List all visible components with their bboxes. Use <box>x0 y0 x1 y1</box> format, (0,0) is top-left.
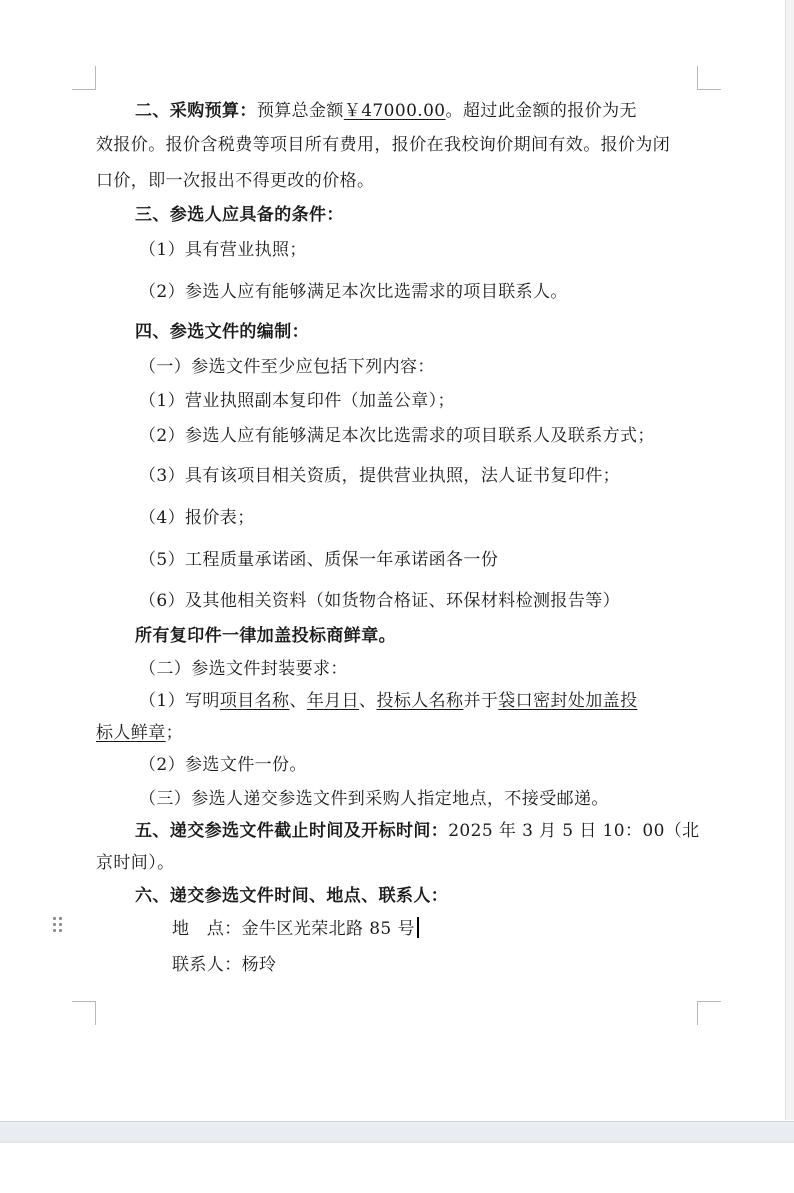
seal-requirement-line: （1）写明项目名称、年月日、投标人名称并于袋口密封处加盖投 <box>139 691 638 711</box>
section-heading: 五、递交参选文件截止时间及开标时间： <box>135 821 449 841</box>
margin-corner-mark <box>697 1001 721 1025</box>
paragraph-line: 口价，即一次报出不得更改的价格。 <box>96 171 375 191</box>
section-heading: 六、递交参选文件时间、地点、联系人： <box>135 886 449 906</box>
list-item: （2）参选人应有能够满足本次比选需求的项目联系人及联系方式； <box>139 426 655 446</box>
margin-corner-mark <box>72 1001 96 1025</box>
list-item: （2）参选文件一份。 <box>139 755 307 775</box>
address-line[interactable]: 地 点：金牛区光荣北路 85 号 <box>172 917 419 941</box>
list-item: （4）报价表； <box>139 508 255 528</box>
contact-line: 联系人：杨玲 <box>172 955 277 975</box>
stamp-note: 所有复印件一律加盖投标商鲜章。 <box>135 626 396 646</box>
vertical-scrollbar[interactable] <box>785 0 794 1120</box>
seal-requirement-continuation: 标人鲜章； <box>96 723 184 743</box>
list-item: （1）具有营业执照； <box>139 240 307 260</box>
next-page-area[interactable] <box>0 1143 794 1193</box>
budget-amount: ￥47000.00 <box>343 101 446 121</box>
subsection-heading: （一）参选文件至少应包括下列内容： <box>139 357 435 377</box>
section-heading: 二、采购预算： <box>135 101 257 121</box>
list-item: （2）参选人应有能够满足本次比选需求的项目联系人。 <box>139 282 568 302</box>
margin-corner-mark <box>72 66 96 90</box>
budget-line: 二、采购预算：预算总金额￥47000.00。超过此金额的报价为无 <box>135 101 637 121</box>
paragraph-line: 京时间）。 <box>96 853 175 873</box>
paragraph-line: 效报价。报价含税费等项目所有费用，报价在我校询价期间有效。报价为闭 <box>96 135 671 155</box>
subsection-heading: （三）参选人递交参选文件到采购人指定地点，不接受邮递。 <box>139 789 609 809</box>
margin-corner-mark <box>697 66 721 90</box>
section-heading: 四、参选文件的编制： <box>135 322 309 342</box>
paragraph-drag-handle-icon[interactable] <box>53 917 65 933</box>
list-item: （6）及其他相关资料（如货物合格证、环保材料检测报告等） <box>139 591 621 611</box>
list-item: （3）具有该项目相关资质，提供营业执照，法人证书复印件； <box>139 466 621 486</box>
text-cursor <box>417 917 419 938</box>
deadline-line: 五、递交参选文件截止时间及开标时间：2025 年 3 月 5 日 10：00（北 <box>135 821 700 841</box>
subsection-heading: （二）参选文件封装要求： <box>139 659 348 679</box>
list-item: （5）工程质量承诺函、质保一年承诺函各一份 <box>139 550 499 570</box>
page-gap <box>0 1121 794 1143</box>
section-heading: 三、参选人应具备的条件： <box>135 205 344 225</box>
list-item: （1）营业执照副本复印件（加盖公章）； <box>139 391 455 411</box>
